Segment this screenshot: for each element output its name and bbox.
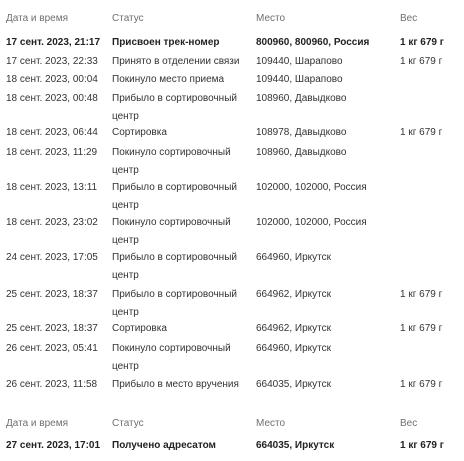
row-date: 18 сент. 2023, 06:44	[6, 127, 98, 138]
header-weight: Вес	[400, 13, 418, 24]
row-place: 109440, Шарапово	[256, 74, 343, 85]
row-weight: 1 кг 679 г	[400, 289, 443, 300]
header-place: Место	[256, 13, 286, 24]
row-date: 25 сент. 2023, 18:37	[6, 323, 98, 334]
header-status: Статус	[112, 13, 144, 24]
row-weight: 1 кг 679 г	[400, 323, 443, 334]
row-place: 664960, Иркутск	[256, 343, 332, 354]
row-place: 664962, Иркутск	[256, 323, 332, 334]
row-place: 664035, Иркутск	[256, 379, 332, 390]
row-status: Получено адресатом	[112, 440, 216, 451]
row-date: 26 сент. 2023, 05:41	[6, 343, 98, 354]
row-date: 18 сент. 2023, 11:29	[6, 147, 98, 158]
row-status: Прибыло в сортировочный центр	[112, 182, 237, 211]
row-place: 108960, Давыдково	[256, 147, 347, 158]
row-date: 26 сент. 2023, 11:58	[6, 379, 98, 390]
header-status: Статус	[112, 418, 144, 429]
row-place: 108978, Давыдково	[256, 127, 347, 138]
header-place: Место	[256, 418, 286, 429]
row-weight: 1 кг 679 г	[400, 37, 444, 48]
row-place: 664960, Иркутск	[256, 252, 332, 263]
row-place: 109440, Шарапово	[256, 56, 343, 67]
row-place: 664035, Иркутск	[256, 440, 335, 451]
row-status: Сортировка	[112, 127, 167, 138]
row-place: 102000, 102000, Россия	[256, 217, 367, 228]
row-date: 18 сент. 2023, 00:04	[6, 74, 98, 85]
row-place: 664962, Иркутск	[256, 289, 332, 300]
row-weight: 1 кг 679 г	[400, 379, 443, 390]
row-status: Покинуло место приема	[112, 74, 225, 85]
row-place: 108960, Давыдково	[256, 93, 347, 104]
header-date: Дата и время	[6, 13, 69, 24]
row-date: 17 сент. 2023, 21:17	[6, 37, 101, 48]
row-status: Прибыло в сортировочный центр	[112, 252, 237, 281]
row-weight: 1 кг 679 г	[400, 56, 443, 67]
header-date: Дата и время	[6, 418, 69, 429]
row-status: Прибыло в место вручения	[112, 379, 239, 390]
row-date: 18 сент. 2023, 13:11	[6, 182, 98, 193]
row-date: 24 сент. 2023, 17:05	[6, 252, 98, 263]
header-weight: Вес	[400, 418, 418, 429]
row-status: Покинуло сортировочный центр	[112, 217, 231, 246]
row-status: Прибыло в сортировочный центр	[112, 289, 237, 318]
row-date: 27 сент. 2023, 17:01	[6, 440, 101, 451]
row-status: Покинуло сортировочный центр	[112, 343, 231, 372]
row-date: 18 сент. 2023, 00:48	[6, 93, 98, 104]
row-place: 102000, 102000, Россия	[256, 182, 367, 193]
row-status: Присвоен трек-номер	[112, 37, 220, 48]
row-weight: 1 кг 679 г	[400, 440, 444, 451]
row-status: Принято в отделении связи	[112, 56, 240, 67]
row-status: Покинуло сортировочный центр	[112, 147, 231, 176]
row-status: Прибыло в сортировочный центр	[112, 93, 237, 122]
row-date: 18 сент. 2023, 23:02	[6, 217, 98, 228]
row-status: Сортировка	[112, 323, 167, 334]
row-date: 25 сент. 2023, 18:37	[6, 289, 98, 300]
row-date: 17 сент. 2023, 22:33	[6, 56, 98, 67]
row-weight: 1 кг 679 г	[400, 127, 443, 138]
row-place: 800960, 800960, Россия	[256, 37, 370, 48]
